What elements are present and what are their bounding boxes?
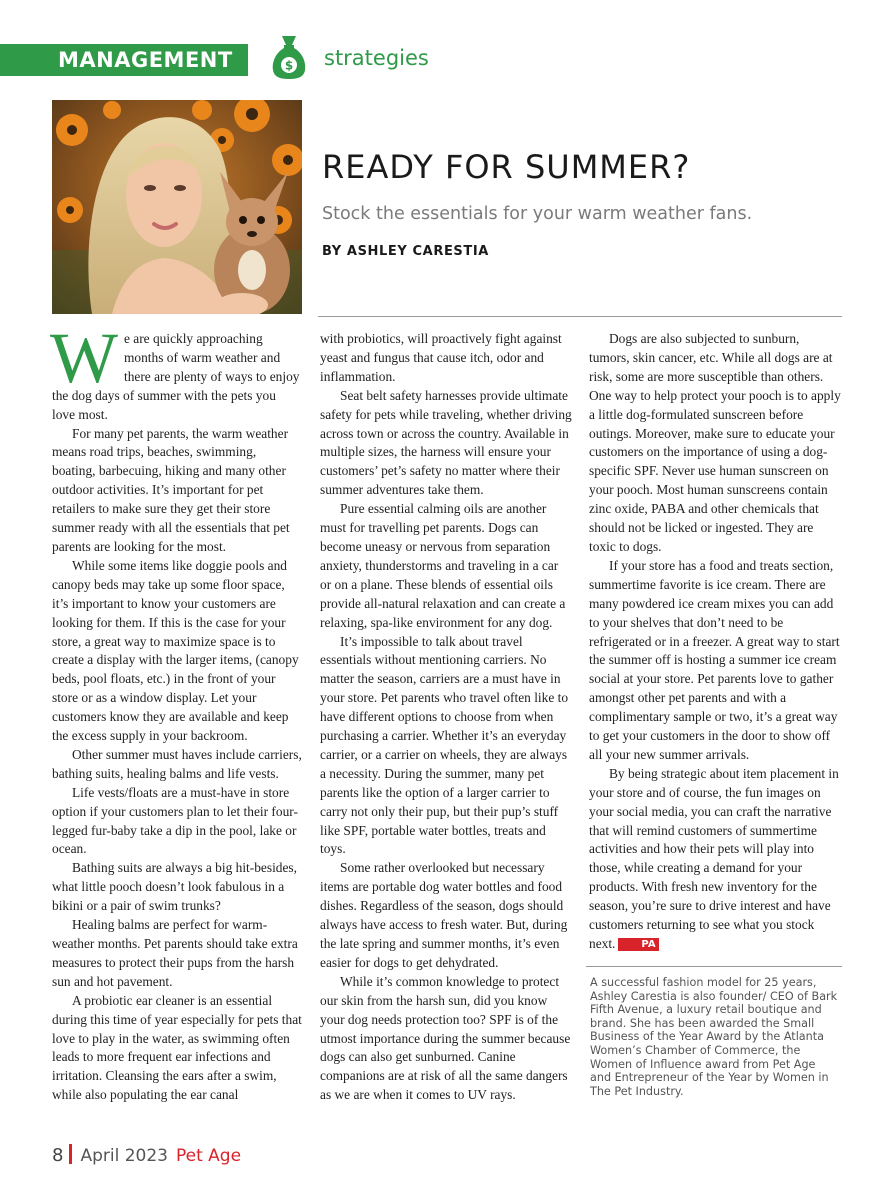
paragraph: For many pet parents, the warm weather means road trips, beaches, swimming, boating, barbecuing, hiking and many other outdoor activities. It’s important for pet retailers to make sure they get their store summer ready with all the essentials that pet parents are looking for the most. <box>52 425 290 554</box>
paragraph: Other summer must haves include carriers, bathing suits, healing balms and life vests. <box>52 746 302 781</box>
paragraph: Healing balms are perfect for warm-weather months. Pet parents should take extra measures to protect their pups from the harsh sun and hot pavement. <box>52 917 298 989</box>
author-bio: A successful fashion model for 25 years, Ashley Carestia is also founder/ CEO of Bark Fifth Avenue, a luxury retail boutique and brand. She has been awarded the Small Business of the Year Award by the Atlanta Women’s Chamber of Commerce, the Women of Influence award from Pet Age and Entrepreneur of the Year by Women in The Pet Industry. <box>590 976 838 1098</box>
paragraph: A probiotic ear cleaner is an essential during this time of year especially for pets that love to play in the water, as swimming often leads to more frequent ear infections and irritation. Cleansing the ears after a swim, while also populating the ear canal <box>52 992 302 1103</box>
category-label: strategies <box>324 46 429 70</box>
paragraph: If your store has a food and treats section, summertime favorite is ice cream. There are many powdered ice cream mixes you can add to your shelves that don’t need to be refrigerated or in a freezer. A great way to start the summer off is hosting a summer ice cream social at your store. Pet parents love to gather amongst other pet parents and with a complimentary sample or two, it’s a great way to get your customers in the door to show off all your new summer arrivals. <box>589 557 840 762</box>
column-2 <box>320 330 572 1105</box>
paragraph: Dogs are also subjected to sunburn, tumors, skin cancer, etc. While all dogs are at risk, some are more susceptible than others. One way to help protect your pooch is to apply a little dog-formulated sunscreen before outings. Moreover, make sure to educate your customers on the importance of using a dog-specific SPF. Never use human sunscreen on your pooch. Most human sunscreens contain zinc oxide, PABA and other chemicals that should not be licked or ingested. They are toxic to dogs. <box>589 331 841 554</box>
paragraph: Seat belt safety harnesses provide ultimate safety for pets while traveling, whether driving across town or across the country. Available in multiple sizes, the harness will ensure your customers’ pet’s safety no matter where their summer adventures take them. <box>320 387 572 498</box>
bio-divider <box>586 966 842 967</box>
drop-cap: W <box>50 318 118 398</box>
paragraph: We are quickly approaching months of warm weather and there are plenty of ways to enjoy the dog days of summer with the pets you love most. <box>50 318 300 422</box>
page-footer <box>52 1144 241 1166</box>
magazine-name: Pet Age <box>175 1146 242 1166</box>
footer-divider <box>69 1144 72 1164</box>
column-3 <box>589 330 841 954</box>
page-number: 8 <box>52 1145 64 1166</box>
paragraph: Some rather overlooked but necessary items are portable dog water bottles and food dishes. Regardless of the season, dogs should always have access to fresh water. But, during the late spring and summer months, it’s even easier for dogs to get dehydrated. <box>320 860 568 970</box>
svg-text:$: $ <box>284 58 294 73</box>
paragraph: Bathing suits are always a big hit-besides, what little pooch doesn’t look fabulous in a bikini or a pair of swim trunks? <box>52 860 297 914</box>
paragraph: Pure essential calming oils are another must for travelling pet parents. Dogs can become uneasy or nervous from separation anxiety, thunderstorms and traveling in a car or on a plane. These blends of essential oils provide all-natural relaxation and can create a relaxing, spa-like environment for any dog. <box>320 501 566 630</box>
paragraph: It’s impossible to talk about travel essentials without mentioning carriers. No matter the season, carriers are a must have in your store. Pet parents who travel often like to have different options to choose from when purchasing a carrier. Whether it’s an everyday carrier, or a carrier on wheels, they are always a necessity. During the summer, many pet parents like the option of a larger carrier to carry not only their pup, but their pup’s stuff like SPF, portable water bottles, treats and toys. <box>320 633 569 857</box>
paragraph: with probiotics, will proactively fight against yeast and fungus that cause itch, odor and inflammation. <box>320 331 562 384</box>
money-bag-icon <box>270 34 308 80</box>
divider <box>318 316 842 317</box>
column-1 <box>50 318 302 1105</box>
issue-date: April 2023 <box>80 1146 168 1166</box>
article-title: READY FOR SUMMER? <box>322 148 691 186</box>
paragraph: While it’s common knowledge to protect our skin from the harsh sun, did you know your dog needs protection too? SPF is of the utmost importance during the summer because dogs can also get sunburned. Canine companions are at risk of all the same dangers as we are when it comes to UV rays. <box>320 973 571 1103</box>
end-mark: PA <box>618 938 658 951</box>
section-label: MANAGEMENT <box>58 48 233 72</box>
paragraph: While some items like doggie pools and canopy beds may take up some floor space, it’s important to know your customers are looking for them. If this is the case for your store, a great way to maximize space is to create a display with the larger items, (canopy beds, pool floats, etc.) in the front of your store or as a window display. Let your customers know they are available and keep the excess supply in your backroom. <box>52 557 299 744</box>
paragraph: Life vests/floats are a must-have in store option if your customers plan to let their four-legged fur-baby take a dip in the pool, lake or ocean. <box>52 784 298 857</box>
author-photo <box>52 100 302 314</box>
byline: BY ASHLEY CARESTIA <box>322 244 489 259</box>
article-subtitle: Stock the essentials for your warm weather fans. <box>322 204 753 224</box>
paragraph: By being strategic about item placement in your store and of course, the fun images on your social media, you can craft the narrative that will remind customers of summertime activities and how their pets will play into those, while creating a demand for your products. With fresh new inventory for the season, you’re sure to drive interest and have customers returning to see what you stock next. PA <box>589 765 839 951</box>
